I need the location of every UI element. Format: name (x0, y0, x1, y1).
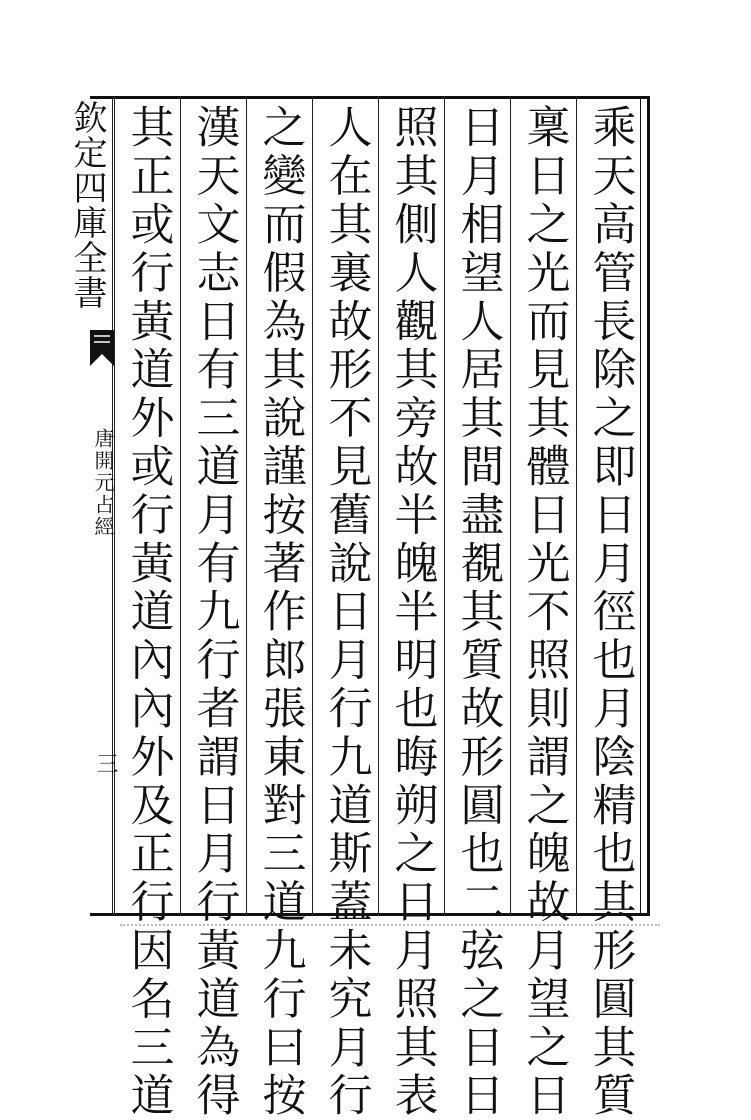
text-column-4 (378, 96, 444, 1120)
column-text: 人在其裏故形不見舊說日月行九道斯蓋未究月行 (320, 104, 372, 1120)
text-columns (112, 96, 650, 1120)
column-text: 其正或行黃道外或行黃道內內外及正行因名三道 (122, 104, 174, 1120)
text-column-3 (444, 96, 510, 1120)
text-column-7 (180, 96, 246, 1120)
text-column-1 (576, 96, 642, 1120)
section-title: 唐開元占經 (91, 428, 115, 538)
page-number: 三 (93, 752, 118, 774)
column-text: 日月相望人居其間盡覩其質故形圓也二弦之日日 (452, 104, 504, 1120)
column-text: 乘天高管長除之即日月徑也月陰精也其形圓其質 (584, 104, 636, 1120)
text-column-8 (114, 96, 180, 1120)
column-text: 稟日之光而見其體日光不照則謂之魄故月望之日 (518, 104, 570, 1120)
text-column-2 (510, 96, 576, 1120)
text-column-6 (246, 96, 312, 1120)
column-text: 之變而假為其說謹按著作郎張東對三道九行曰按 (254, 104, 306, 1120)
scan-artifact (120, 924, 660, 932)
column-text: 照其側人觀其旁故半魄半明也晦朔之日月照其表 (386, 104, 438, 1120)
text-column-5 (312, 96, 378, 1120)
book-title: 欽定四庫全書 (67, 100, 107, 310)
column-text: 漢天文志日有三道月有九行者謂日月行黃道為得 (188, 104, 240, 1120)
